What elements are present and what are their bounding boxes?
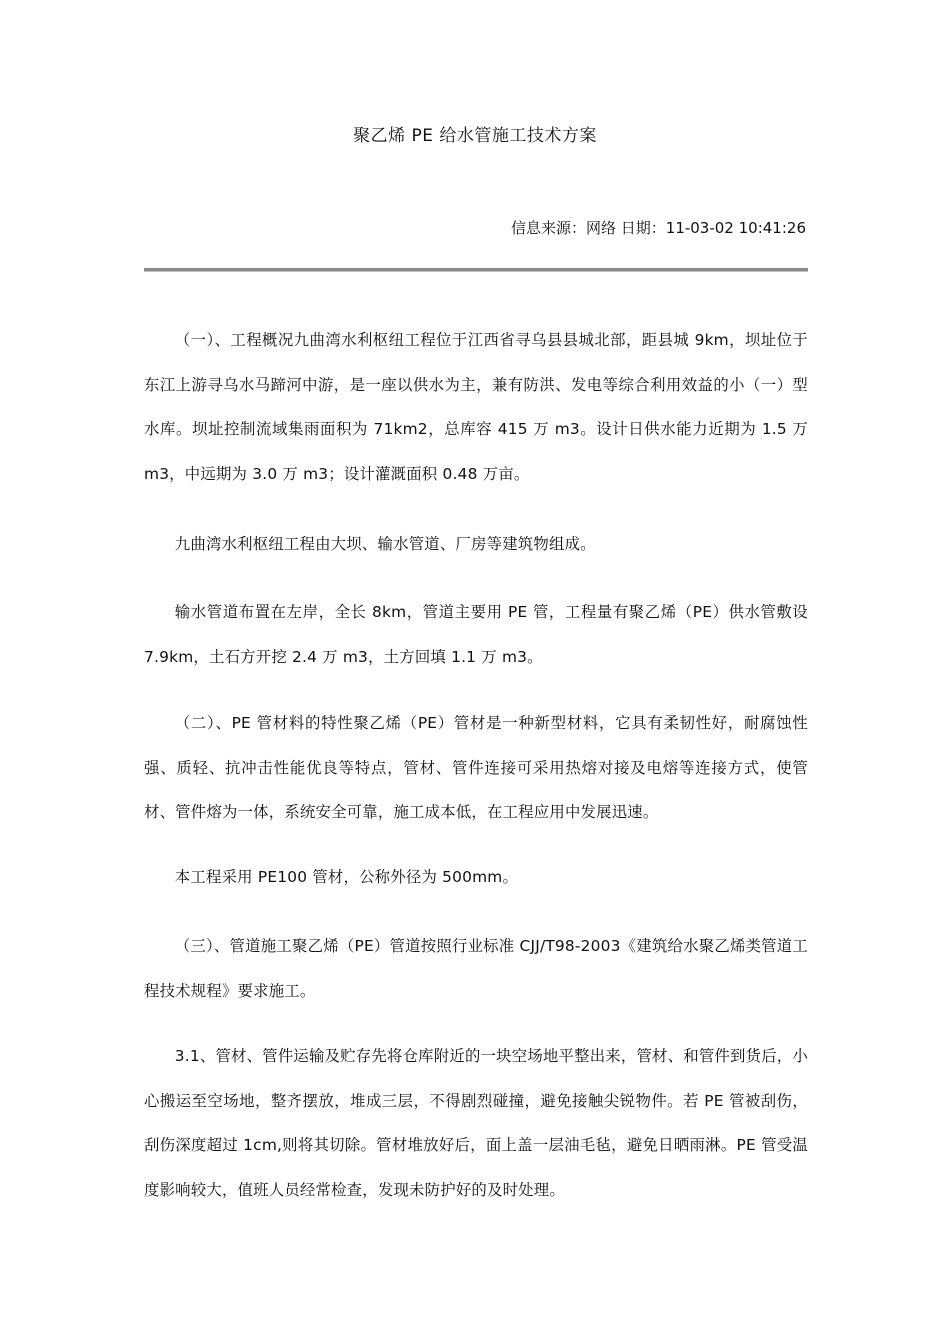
paragraph-construction-standard: （三）、管道施工聚乙烯（PE）管道按照行业标准 CJJ/T98-2003《建筑给水聚乙烯类管道工程技术规程》要求施工。 — [144, 937, 808, 1000]
paragraph-transport-storage: 3.1、管材、管件运输及贮存先将仓库附近的一块空场地平整出来，管材、和管件到货后，小心搬运至空场地，整齐摆放，堆成三层，不得剧烈碰撞，避免接触尖锐物件。若 PE 管被刮伤，刮伤深度超过 1cm,则将其切除。管材堆放好后，面上盖一层油毛毡，避免日晒雨淋。PE 管受温度影响较大，值班人员经常检查，发现未防护好的及时处理。 — [144, 1047, 808, 1199]
paragraph-project-composition: 九曲湾水利枢纽工程由大坝、输水管道、厂房等建筑物组成。 — [174, 535, 596, 553]
source-date-line: 信息来源：网络 日期：11-03-02 10:41:26 — [511, 219, 806, 237]
paragraph-project-overview: （一）、工程概况九曲湾水利枢纽工程位于江西省寻乌县县城北部，距县城 9km，坝址位于东江上游寻乌水马蹄河中游，是一座以供水为主，兼有防洪、发电等综合利用效益的小（一）型水库。坝址控制流域集雨面积为 71km2，总库容 415 万 m3。设计日供水能力近期为 1.5 万 m3，中远期为 3.0 万 m3；设计灌溉面积 0.48 万亩。 — [144, 331, 808, 483]
header-divider — [144, 268, 808, 272]
document-title: 聚乙烯 PE 给水管施工技术方案 — [353, 126, 597, 146]
paragraph-pipe-spec: 本工程采用 PE100 管材，公称外径为 500mm。 — [174, 868, 519, 886]
paragraph-pipeline-layout: 输水管道布置在左岸，全长 8km，管道主要用 PE 管，工程量有聚乙烯（PE）供水管敷设 7.9km，土石方开挖 2.4 万 m3，土方回填 1.1 万 m3。 — [144, 603, 808, 666]
paragraph-pe-properties: （二）、PE 管材料的特性聚乙烯（PE）管材是一种新型材料，它具有柔韧性好，耐腐蚀性强、质轻、抗冲击性能优良等特点，管材、管件连接可采用热熔对接及电熔等连接方式，使管材、管件熔为一体，系统安全可靠，施工成本低，在工程应用中发展迅速。 — [144, 714, 808, 822]
